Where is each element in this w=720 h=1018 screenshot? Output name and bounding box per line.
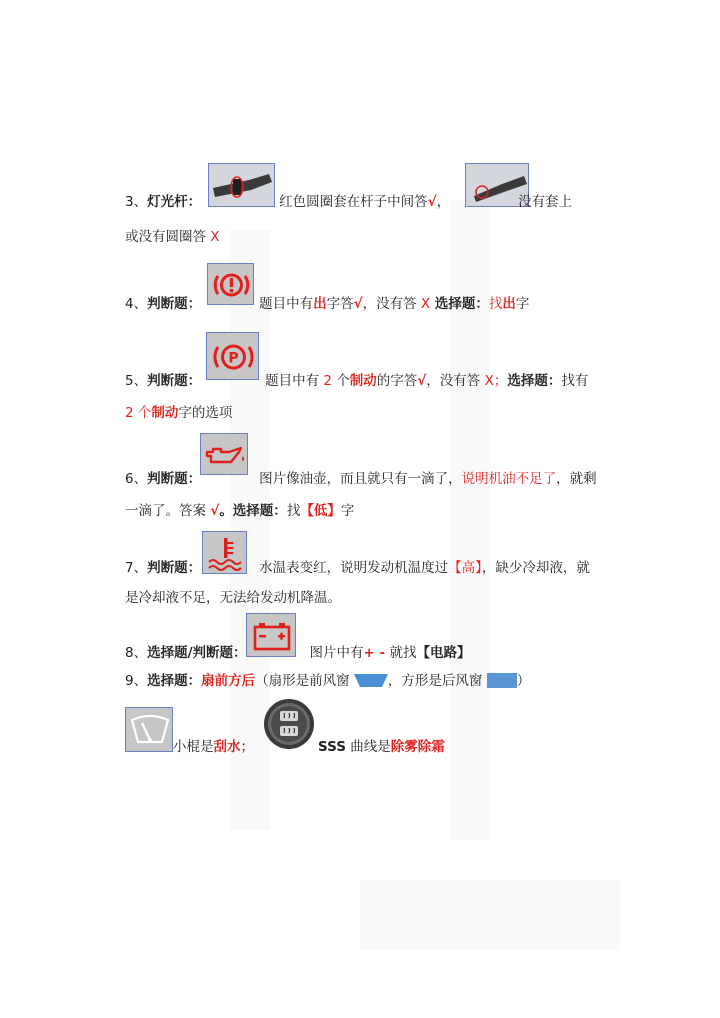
q4-check: √ [353, 296, 363, 312]
q5-line-1 [125, 371, 588, 391]
q7-line-1 [125, 558, 590, 578]
q5-text-4: ，没有答 [426, 373, 485, 389]
q3-label: 灯光杆： [147, 194, 202, 210]
q5-x: X； [484, 373, 508, 389]
q7-line-2 [125, 588, 341, 608]
q6-label: 判断题： [147, 471, 202, 487]
q6-number: 6、 [125, 471, 148, 487]
q5-text-3: 的字答 [376, 373, 418, 389]
q3-text-1: 红色圆圈套在杆子中间答 [279, 194, 428, 210]
q6-keyword: 【低】 [300, 503, 341, 519]
q5-keyword: 制动 [349, 373, 377, 389]
q8-keyword: 【电路】 [416, 645, 471, 661]
q3-number: 3、 [125, 194, 148, 210]
q5-two: 2 [323, 373, 332, 389]
q10-text-3: 曲线是 [345, 739, 391, 755]
q6-line-2 [125, 501, 354, 521]
q6-choice-label: 。选择题： [219, 503, 287, 519]
q5-number: 5、 [125, 373, 148, 389]
q8-label: 选择题/判断题： [147, 645, 247, 661]
q5-line-2 [125, 403, 232, 423]
q6-line-1 [125, 469, 597, 489]
q5-text-2: 个 [331, 373, 350, 389]
q10-keyword: 刮水 [213, 739, 241, 755]
q8-text-1: 图片中有 [309, 645, 364, 661]
q3-line-1 [125, 192, 572, 212]
q4-keyword-2: 出 [502, 296, 516, 312]
q5-text-1: 题目中有 [265, 373, 324, 389]
q6-text-5: 字 [340, 503, 355, 519]
q7-keyword: 【高】 [448, 560, 482, 576]
q9-text-3: ） [516, 673, 531, 689]
q5-text-5: 找有 [561, 373, 589, 389]
q10-keyword-2: 除雾除霜 [390, 739, 445, 755]
q9-text-1: （扇形是前风窗 [255, 673, 354, 689]
q4-text-1: 题目中有 [259, 296, 314, 312]
q8-line [125, 643, 470, 663]
q5-two-2: 2 [125, 405, 134, 421]
q10-line-2 [318, 737, 445, 757]
q4-number: 4、 [125, 296, 148, 312]
q6-check: √ [210, 503, 220, 519]
q3-x: X [210, 229, 220, 245]
q10-line [173, 737, 254, 757]
q7-label: 判断题： [147, 560, 202, 576]
q5-choice-label: 选择题： [507, 373, 562, 389]
q7-text-1: 水温表变红，说明发动机温度过 [259, 560, 449, 576]
q10-text-2: ； [240, 739, 254, 755]
q5-keyword-2: 制动 [151, 405, 179, 421]
q4-x: X [420, 296, 431, 312]
q6-red-text: 说明机油不足了 [461, 471, 557, 487]
q9-text-2: ，方形是后风窗 [387, 673, 487, 689]
q6-text-4: 找 [286, 503, 301, 519]
q9-number: 9、 [125, 673, 148, 689]
q5-text-6: 个 [133, 405, 152, 421]
q4-text-4: 找 [488, 296, 503, 312]
q4-choice-label: 选择题： [430, 296, 489, 312]
q8-text-2: 就找 [385, 645, 417, 661]
q8-number: 8、 [125, 645, 148, 661]
q4-keyword: 出 [313, 296, 327, 312]
front-window-fan-icon [354, 673, 388, 687]
watermark-base [360, 880, 620, 950]
q4-text-5: 字 [515, 296, 530, 312]
svg-text:P: P [228, 350, 239, 367]
q8-plus-minus: + - [363, 645, 386, 661]
q4-line [125, 294, 529, 314]
q3-check: √ [427, 194, 437, 210]
q4-text-2: 字答 [326, 296, 354, 312]
q5-text-7: 字的选项 [178, 405, 233, 421]
q5-label: 判断题： [147, 373, 202, 389]
q3-line-2 [125, 227, 220, 247]
q3-comma: ， [436, 194, 451, 210]
q9-line [125, 671, 530, 691]
q7-text-3: 是冷却液不足，无法给发动机降温。 [125, 590, 341, 606]
rear-window-square-icon [487, 673, 517, 688]
q10-sss: SSS [318, 739, 346, 755]
q4-label: 判断题： [147, 296, 202, 312]
q3-text-2: 没有套上 [518, 194, 573, 210]
q9-label: 选择题： [147, 673, 202, 689]
q6-text-2: ，就剩 [556, 471, 597, 487]
q4-text-3: ，没有答 [362, 296, 421, 312]
q9-keyword: 扇前方后 [201, 673, 256, 689]
q7-number: 7、 [125, 560, 148, 576]
q7-text-2: ，缺少冷却液，就 [481, 560, 590, 576]
wiper-icon [125, 707, 173, 752]
q3-text-3: 或没有圆圈答 [125, 229, 211, 245]
q6-text-3: 一滴了。答案 [125, 503, 211, 519]
q10-text-1: 小棍是 [173, 739, 214, 755]
q5-check: √ [417, 373, 427, 389]
q6-text-1: 图片像油壶，而且就只有一滴了， [259, 471, 462, 487]
defrost-button-icon [263, 698, 315, 750]
